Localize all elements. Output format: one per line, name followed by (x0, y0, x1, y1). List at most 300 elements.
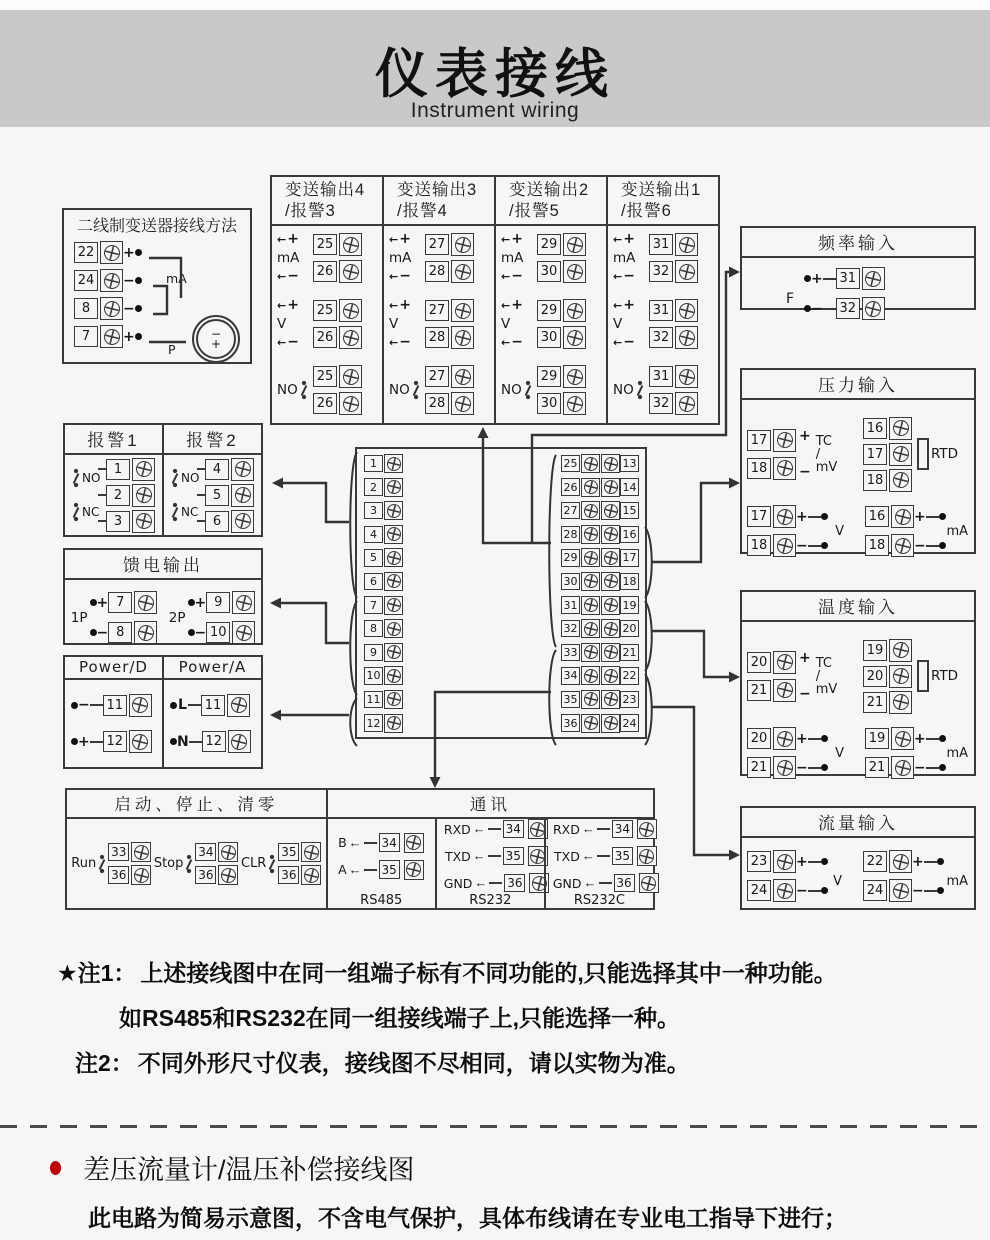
screw-terminal-icon (773, 679, 796, 702)
screw-terminal-icon (384, 690, 403, 709)
box-title: 温度输入 (742, 592, 974, 622)
screw-terminal-icon (862, 267, 885, 290)
minus-sign: − (78, 697, 90, 714)
column-title (272, 177, 382, 226)
screw-terminal-icon (132, 484, 155, 507)
wire (98, 520, 106, 522)
dashed-divider (0, 1125, 990, 1128)
plus-sign: ← + (277, 233, 299, 246)
wire (90, 704, 103, 706)
v-label: V (835, 524, 844, 539)
terminal-number: 18 (865, 535, 889, 556)
minus-sign: − (799, 464, 811, 480)
tc-mv-group (742, 630, 860, 722)
terminal-number: 20 (747, 728, 771, 749)
slash-label: / (815, 668, 821, 684)
terminal-number: 20 (620, 620, 639, 638)
feed-output-box (63, 548, 263, 645)
wire-dot-icon (821, 735, 828, 742)
v-variant (613, 299, 715, 349)
switch-icon (71, 467, 81, 489)
screw-terminal-icon (129, 694, 152, 717)
switch-icon (299, 379, 309, 401)
screw-terminal-icon (301, 865, 321, 885)
terminal-number: 17 (747, 506, 771, 527)
plus-sign: + (796, 730, 808, 747)
wire-dot-icon (170, 702, 177, 709)
screw-terminal-icon (601, 714, 620, 733)
screw-terminal-icon (581, 525, 600, 544)
terminal-number: 12 (202, 731, 226, 752)
wire (189, 741, 202, 743)
column-body (272, 226, 382, 423)
rtd-group (860, 630, 974, 722)
terminal-number: 12 (364, 714, 383, 732)
power-box (63, 655, 263, 769)
wire (197, 520, 205, 522)
pressure-input-box (740, 368, 976, 554)
minus-sign: ← − (501, 270, 523, 283)
terminal-number: 17 (747, 430, 771, 451)
ma-label: mA (946, 874, 968, 889)
wire (197, 468, 205, 470)
terminal-number: 24 (74, 270, 98, 291)
section2-heading-row (50, 1148, 415, 1187)
screw-terminal-icon (581, 501, 600, 520)
screw-terminal-icon (601, 548, 620, 567)
v-label: V (501, 316, 511, 332)
signal-label: GND (443, 875, 473, 891)
wire-dot-icon (188, 599, 195, 606)
terminal-number: 21 (747, 757, 771, 778)
terminal-number: 30 (537, 327, 561, 348)
signal-label: RXD (553, 821, 580, 837)
rs232-column (435, 819, 544, 909)
screw-terminal-icon (384, 643, 403, 662)
column-title (608, 177, 718, 226)
note-1-prefix: ★注1： (57, 960, 137, 986)
wire (924, 861, 937, 863)
wire (98, 468, 106, 470)
terminal-number: 18 (620, 573, 639, 591)
wire-dot-icon (170, 738, 177, 745)
signal-label: A (338, 862, 347, 877)
wire-dot-icon (939, 735, 946, 742)
screw-terminal-icon (232, 591, 255, 614)
notes (57, 958, 967, 1093)
screw-terminal-icon (451, 365, 474, 388)
wire (488, 855, 501, 857)
terminal-number: 35 (612, 847, 633, 866)
minus-sign: − (194, 624, 207, 641)
terminal-number: 25 (313, 366, 337, 387)
terminal-number: 1 (364, 455, 383, 473)
minus-sign: ← − (613, 336, 635, 349)
group-label: 2P (168, 609, 186, 626)
v-label: V (389, 316, 399, 332)
terminal-number: 21 (620, 644, 639, 662)
screw-terminal-icon (773, 457, 796, 480)
terminal-number: 36 (278, 866, 299, 885)
wire-dot-icon (90, 599, 97, 606)
terminal-number: 30 (561, 573, 580, 591)
wire-dot-icon (821, 858, 828, 865)
tc-label: TC (815, 433, 832, 449)
screw-terminal-icon (339, 392, 362, 415)
no-label: NO (277, 382, 298, 398)
transmit-column-4 (272, 177, 382, 423)
screw-terminal-icon (581, 619, 600, 638)
terminal-number: 25 (313, 300, 337, 321)
two-wire-title: 二线制变送器接线方法 (76, 218, 237, 235)
terminal-number: 21 (865, 757, 889, 778)
screw-terminal-icon (231, 510, 254, 533)
terminal-number: 34 (379, 833, 400, 852)
screw-terminal-icon (889, 850, 912, 873)
terminal-number: 32 (649, 327, 673, 348)
terminal-number: 2 (106, 485, 130, 506)
two-wire-transmitter-box (62, 208, 252, 364)
group-label: 1P (70, 609, 88, 626)
mv-label: mV (815, 681, 838, 697)
screw-terminal-icon (889, 469, 912, 492)
terminal-number: 8 (364, 620, 383, 638)
comm-section (328, 790, 653, 908)
terminal-number: 26 (313, 261, 337, 282)
screw-terminal-icon (451, 299, 474, 322)
ma-variant (501, 233, 603, 283)
nc-label: NC (82, 505, 100, 519)
screw-terminal-icon (339, 365, 362, 388)
minus-sign: ← − (613, 270, 635, 283)
screw-terminal-icon (339, 260, 362, 283)
minus-sign: − (799, 686, 811, 702)
plus-sign: + (912, 853, 924, 870)
terminal-number: 16 (863, 418, 887, 439)
current-group (860, 722, 974, 784)
screw-terminal-icon (891, 727, 914, 750)
terminal-number: 22 (620, 667, 639, 685)
screw-terminal-icon (773, 651, 796, 674)
minus-sign: − (796, 537, 808, 554)
screw-terminal-icon (601, 666, 620, 685)
screw-terminal-icon (675, 392, 698, 415)
terminal-number: 34 (195, 843, 216, 862)
screw-terminal-icon (100, 241, 123, 264)
section2-heading: 差压流量计/温压补偿接线图 (83, 1155, 415, 1185)
wire-dot-icon (71, 702, 78, 709)
screw-terminal-icon (231, 484, 254, 507)
wire-dot-icon (135, 277, 142, 284)
arrow-left-icon (582, 820, 595, 838)
screw-terminal-icon (384, 596, 403, 615)
terminal-number: 23 (747, 851, 771, 872)
plus-sign: ← + (613, 233, 635, 246)
screw-terminal-icon (451, 233, 474, 256)
terminal-number: 11 (103, 695, 127, 716)
slash-label: / (815, 446, 821, 462)
resistor-icon (917, 660, 929, 692)
tc-mv-group (742, 408, 860, 500)
terminal-number: 17 (863, 444, 887, 465)
screw-terminal-icon (451, 392, 474, 415)
minus-sign: ← − (277, 336, 299, 349)
terminal-number: 28 (425, 393, 449, 414)
screw-terminal-icon (451, 260, 474, 283)
wire-dot-icon (71, 738, 78, 745)
plus-sign: ← + (389, 233, 411, 246)
terminal-number: 6 (364, 573, 383, 591)
terminal-number: 10 (206, 622, 230, 643)
terminal-number: 16 (865, 506, 889, 527)
feed-group-2 (169, 591, 255, 644)
screw-terminal-icon (773, 429, 796, 452)
screw-terminal-icon (889, 879, 912, 902)
terminal-number: 17 (620, 549, 639, 567)
wire (364, 869, 377, 871)
terminal-number: 7 (364, 596, 383, 614)
terminal-column-left (364, 454, 403, 733)
screw-terminal-icon (675, 299, 698, 322)
screw-terminal-icon (132, 458, 155, 481)
terminal-number: 27 (425, 300, 449, 321)
screw-terminal-icon (891, 534, 914, 557)
plus-sign: + (194, 594, 207, 611)
screw-terminal-icon (384, 525, 403, 544)
screw-terminal-icon (384, 501, 403, 520)
terminal-number: 11 (201, 695, 225, 716)
screw-terminal-icon (100, 325, 123, 348)
screw-terminal-icon (601, 525, 620, 544)
terminal-number: 27 (425, 234, 449, 255)
plus-sign: + (914, 508, 926, 525)
wire (808, 890, 821, 892)
wire-dot-icon (821, 542, 828, 549)
center-terminal-block (355, 447, 647, 739)
screw-terminal-icon (563, 365, 586, 388)
column-body (384, 226, 494, 423)
screw-terminal-icon (384, 548, 403, 567)
ma-variant (613, 233, 715, 283)
screw-terminal-icon (601, 501, 620, 520)
screw-terminal-icon (301, 842, 321, 862)
screw-terminal-icon (339, 299, 362, 322)
terminal-number: 28 (561, 526, 580, 544)
wire-dot-icon (939, 542, 946, 549)
title-line1: 变送输出1 (621, 181, 702, 199)
terminal-number: 32 (836, 298, 860, 319)
wire-dot-icon (90, 629, 97, 636)
screw-terminal-icon (601, 643, 620, 662)
v-label: V (277, 316, 287, 332)
ma-variant (389, 233, 491, 283)
screw-terminal-icon (218, 865, 238, 885)
wire-dot-icon (939, 513, 946, 520)
terminal-row (74, 241, 250, 264)
terminal-number: 25 (313, 234, 337, 255)
terminal-number: 28 (425, 327, 449, 348)
page-header (0, 10, 990, 127)
clr-label: CLR (240, 856, 267, 871)
wire (597, 855, 610, 857)
terminal-number: 33 (108, 843, 129, 862)
screw-terminal-icon (231, 458, 254, 481)
terminal-number: 10 (364, 667, 383, 685)
switch-icon (170, 467, 180, 489)
screw-terminal-icon (563, 326, 586, 349)
red-bullet-icon (50, 1161, 61, 1175)
terminal-number: 14 (620, 478, 639, 496)
switch-icon (170, 501, 180, 523)
terminal-number: 29 (561, 549, 580, 567)
switch-icon (523, 379, 533, 401)
wire (926, 738, 939, 740)
screw-terminal-icon (581, 714, 600, 733)
terminal-number: 2 (364, 478, 383, 496)
wire (926, 516, 939, 518)
terminal-number: 6 (205, 511, 229, 532)
no-label: NO (613, 382, 634, 398)
screw-terminal-icon (581, 548, 600, 567)
wire (823, 308, 836, 310)
screw-terminal-icon (339, 233, 362, 256)
terminal-number: 22 (74, 242, 98, 263)
v-variant (277, 299, 379, 349)
screw-terminal-icon (675, 365, 698, 388)
terminal-number: 35 (379, 860, 400, 879)
alarm-2 (162, 425, 261, 535)
minus-sign: ← − (501, 336, 523, 349)
arrow-left-icon (473, 847, 486, 865)
relay-variant (277, 365, 379, 415)
terminal-number: 31 (649, 366, 673, 387)
terminal-number: 24 (863, 880, 887, 901)
screw-terminal-icon (889, 443, 912, 466)
alarm-1 (65, 425, 162, 535)
transmitter-minus: − (210, 327, 222, 341)
wire (808, 767, 821, 769)
screw-terminal-icon (675, 260, 698, 283)
screw-terminal-icon (228, 730, 251, 753)
terminal-number: 31 (649, 300, 673, 321)
wire-dot-icon (939, 764, 946, 771)
p-label: P (168, 342, 176, 357)
wire (188, 704, 201, 706)
ma-label: mA (946, 746, 968, 761)
plus-sign: ← + (613, 299, 635, 312)
wire (489, 882, 502, 884)
screw-terminal-icon (581, 666, 600, 685)
terminal-number: 28 (425, 261, 449, 282)
terminal-number: 19 (620, 596, 639, 614)
terminal-column-right (561, 454, 639, 733)
wire-dot-icon (821, 887, 828, 894)
terminal-number: 22 (863, 851, 887, 872)
screw-terminal-icon (581, 572, 600, 591)
terminal-number: 31 (649, 234, 673, 255)
note-1-line2: 如RS485和RS232在同一组接线端子上,只能选择一种。 (119, 1005, 681, 1031)
screw-terminal-icon (773, 534, 796, 557)
terminal-row (804, 267, 974, 290)
terminal-number: 30 (537, 261, 561, 282)
plus-sign: + (796, 853, 808, 870)
screw-terminal-icon (601, 478, 620, 497)
terminal-number: 35 (561, 691, 580, 709)
title-line1: 变送输出4 (285, 181, 366, 199)
title-line2: /报警5 (509, 202, 560, 220)
wire (599, 882, 612, 884)
screw-terminal-icon (581, 596, 600, 615)
column-body (608, 226, 718, 423)
screw-terminal-icon (891, 505, 914, 528)
f-label: F (786, 291, 795, 307)
alarm-box (63, 423, 263, 537)
screw-terminal-icon (451, 326, 474, 349)
minus-sign: − (914, 537, 926, 554)
screw-terminal-icon (384, 454, 403, 473)
title-line1: 变送输出3 (397, 181, 478, 199)
screw-terminal-icon (563, 299, 586, 322)
screw-terminal-icon (773, 879, 796, 902)
screw-terminal-icon (384, 478, 403, 497)
terminal-row (74, 297, 250, 320)
screw-terminal-icon (601, 572, 620, 591)
terminal-number: 18 (747, 458, 771, 479)
nc-label: NC (181, 505, 199, 519)
plus-sign: + (796, 508, 808, 525)
screw-terminal-icon (601, 596, 620, 615)
screw-terminal-icon (637, 819, 657, 839)
section2-body: 此电路为简易示意图，不含电气保护，具体布线请在专业电工指导下进行； (88, 1205, 847, 1231)
power-d (65, 657, 162, 767)
relay-variant (613, 365, 715, 415)
terminal-number: 11 (364, 691, 383, 709)
plus-sign: ← + (277, 299, 299, 312)
resistor-icon (917, 438, 929, 470)
screw-terminal-icon (129, 730, 152, 753)
unit-label: mA (166, 271, 187, 286)
wire (90, 741, 103, 743)
v-label: V (833, 874, 842, 889)
minus-sign: − (96, 624, 109, 641)
switch-icon (267, 853, 277, 875)
rs485-column (328, 819, 435, 909)
arrow-left-icon (473, 820, 486, 838)
terminal-number: 32 (649, 261, 673, 282)
ma-label: mA (277, 250, 300, 266)
ma-variant (277, 233, 379, 283)
terminal-number: 23 (620, 691, 639, 709)
box-title: 馈电输出 (65, 550, 261, 580)
screw-terminal-icon (773, 505, 796, 528)
control-comm-box (65, 788, 655, 910)
transmit-output-box (270, 175, 720, 425)
minus-sign: − (914, 759, 926, 776)
clear-group (241, 842, 321, 885)
column-body (496, 226, 606, 423)
wire-dot-icon (135, 305, 142, 312)
terminal-number: 12 (103, 731, 127, 752)
plus-sign: + (811, 270, 823, 287)
terminal-number: 36 (504, 874, 525, 893)
minus-sign: − (912, 882, 924, 899)
screw-terminal-icon (131, 842, 151, 862)
box-title: 报警1 (65, 425, 162, 455)
plus-sign: + (123, 328, 135, 345)
terminal-number: 7 (74, 326, 98, 347)
top-strip (0, 0, 990, 10)
title-line2: /报警3 (285, 202, 336, 220)
